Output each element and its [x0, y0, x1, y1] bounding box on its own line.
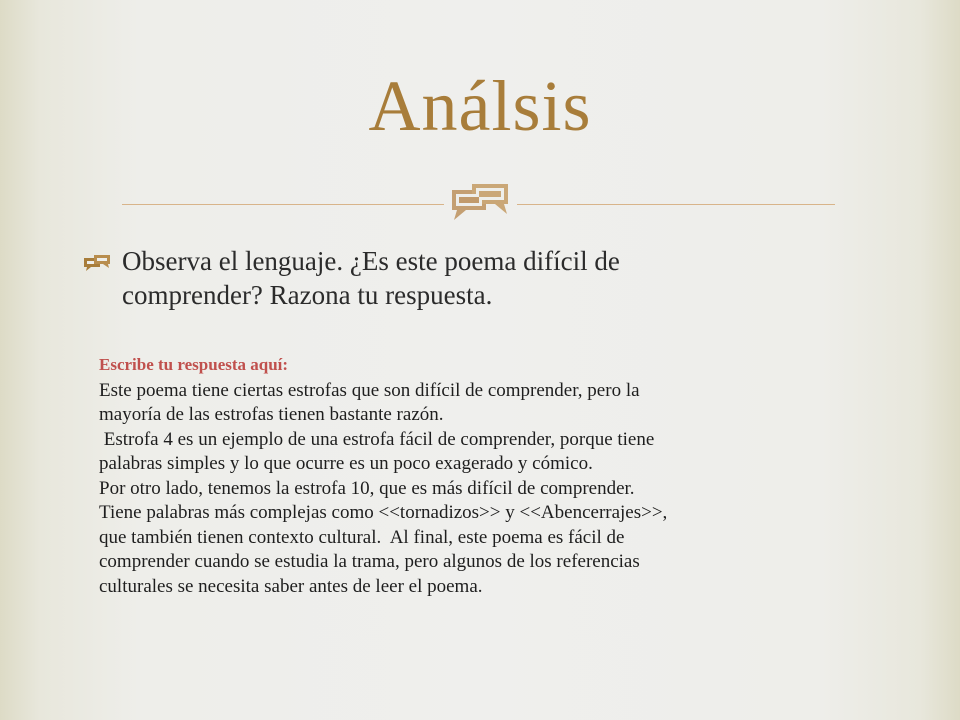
answer-line: Este poema tiene ciertas estrofas que son difícil de comprender, pero la: [99, 379, 640, 401]
answer-line: Tiene palabras más complejas como <<tornadizos>> y <<Abencerrajes>>,: [99, 502, 668, 523]
answer-box[interactable]: [99, 353, 899, 599]
slide-title: Análsis: [368, 66, 592, 146]
title-divider-left: [122, 204, 444, 205]
answer-label: Escribe tu respuesta aquí:: [99, 355, 289, 374]
bullet-text: [122, 244, 620, 312]
answer-line: mayoría de las estrofas tienen bastante razón.: [99, 404, 444, 425]
answer-line: comprender cuando se estudia la trama, pero algunos de los referencias: [99, 551, 640, 572]
answer-line: palabras simples y lo que ocurre es un poco exagerado y cómico.: [99, 453, 593, 474]
answer-line: culturales se necesita saber antes de leer el poema.: [99, 575, 483, 597]
quote-ornament-icon: [446, 180, 514, 224]
bullet-line-2: comprender? Razona tu respuesta.: [122, 280, 493, 310]
title-divider-right: [517, 204, 835, 205]
bullet-line-1: Observa el lenguaje. ¿Es este poema difícil de: [122, 246, 620, 276]
answer-line: Por otro lado, tenemos la estrofa 10, que es más difícil de comprender.: [99, 477, 635, 499]
answer-line: que también tienen contexto cultural. Al final, este poema es fácil de: [99, 526, 625, 548]
answer-line: Estrofa 4 es un ejemplo de una estrofa fácil de comprender, porque tiene: [99, 428, 655, 450]
bullet-item: [82, 244, 842, 312]
quote-bullet-icon: [82, 254, 122, 274]
